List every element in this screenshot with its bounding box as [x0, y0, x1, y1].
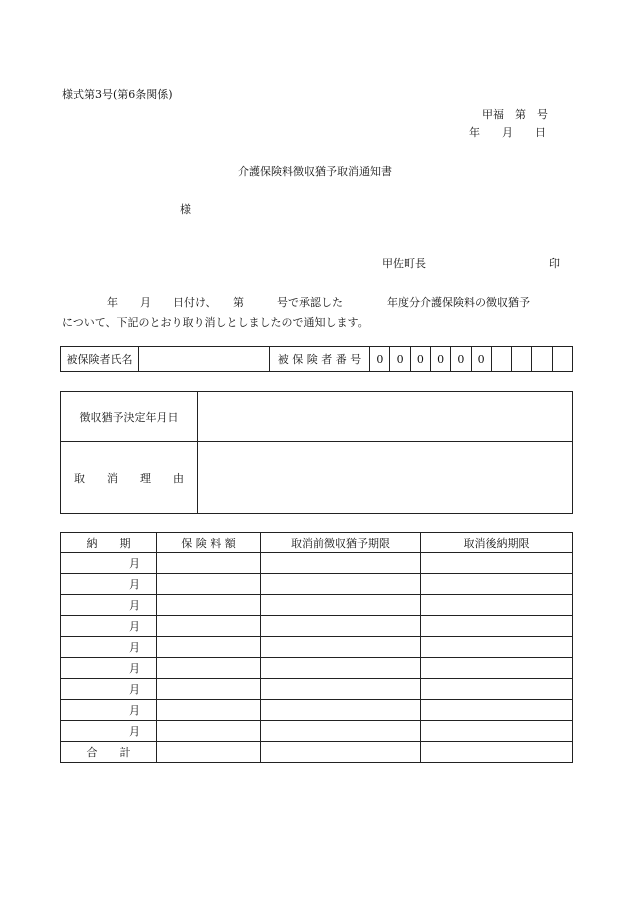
total-row — [61, 742, 573, 763]
table-row — [61, 616, 573, 637]
premium-cell[interactable] — [157, 721, 261, 742]
month-cell: 月 — [61, 595, 157, 616]
table-row — [61, 658, 573, 679]
premium-cell[interactable] — [157, 616, 261, 637]
header-deadline-after: 取消後納期限 — [421, 533, 573, 553]
insured-number-digit[interactable]: 0 — [471, 347, 491, 372]
deadline-after-cell[interactable] — [421, 637, 573, 658]
month-cell: 月 — [61, 553, 157, 574]
deadline-after-cell[interactable] — [421, 595, 573, 616]
premium-cell[interactable] — [157, 700, 261, 721]
insured-info-table — [60, 346, 573, 372]
document-number: 甲福 第 号 — [482, 108, 548, 121]
deadline-after-cell[interactable] — [421, 574, 573, 595]
insured-number-label: 被 保 険 者 番 号 — [269, 347, 369, 372]
table-row — [61, 553, 573, 574]
deadline-before-cell[interactable] — [261, 721, 421, 742]
header-premium-amount: 保 険 料 額 — [157, 533, 261, 553]
deadline-after-cell[interactable] — [421, 553, 573, 574]
insured-number-digit[interactable] — [552, 347, 572, 372]
decision-date-field[interactable] — [198, 392, 573, 442]
premium-cell[interactable] — [157, 679, 261, 700]
seal-mark: 印 — [549, 257, 560, 270]
deadline-before-cell[interactable] — [261, 616, 421, 637]
deadline-before-cell[interactable] — [261, 553, 421, 574]
insured-number-digit[interactable]: 0 — [431, 347, 451, 372]
body-line-2: について、下記のとおり取り消しとしましたので通知します。 — [62, 316, 369, 329]
total-deadline-before-cell[interactable] — [261, 742, 421, 763]
cancel-reason-field[interactable] — [198, 442, 573, 514]
deadline-before-cell[interactable] — [261, 595, 421, 616]
deadline-before-cell[interactable] — [261, 700, 421, 721]
document-date: 年 月 日 — [469, 126, 546, 139]
table-row — [61, 574, 573, 595]
insured-number-digit[interactable] — [532, 347, 552, 372]
deadline-after-cell[interactable] — [421, 700, 573, 721]
table-row — [61, 595, 573, 616]
table-row — [61, 700, 573, 721]
issuer-name: 甲佐町長 — [382, 257, 426, 270]
deadline-before-cell[interactable] — [261, 679, 421, 700]
month-cell: 月 — [61, 658, 157, 679]
insured-number-digit[interactable] — [512, 347, 532, 372]
premium-cell[interactable] — [157, 658, 261, 679]
month-cell: 月 — [61, 616, 157, 637]
insured-name-label: 被保険者氏名 — [61, 347, 139, 372]
insured-number-digit[interactable]: 0 — [410, 347, 430, 372]
month-cell: 月 — [61, 574, 157, 595]
payment-schedule-table — [60, 532, 573, 763]
document-title: 介護保険料徴収猶予取消通知書 — [238, 165, 392, 178]
insured-number-digit[interactable]: 0 — [370, 347, 390, 372]
deadline-after-cell[interactable] — [421, 616, 573, 637]
table-row — [61, 679, 573, 700]
header-deadline-before: 取消前徴収猶予期限 — [261, 533, 421, 553]
total-label: 合 計 — [61, 742, 157, 763]
deadline-before-cell[interactable] — [261, 637, 421, 658]
premium-cell[interactable] — [157, 637, 261, 658]
form-label: 様式第3号(第6条関係) — [62, 88, 173, 101]
month-cell: 月 — [61, 721, 157, 742]
header-due-period: 納 期 — [61, 533, 157, 553]
table-row — [61, 721, 573, 742]
premium-cell[interactable] — [157, 595, 261, 616]
insured-number-digit[interactable]: 0 — [451, 347, 471, 372]
decision-table — [60, 391, 573, 514]
month-cell: 月 — [61, 679, 157, 700]
table-row — [61, 637, 573, 658]
total-premium-cell[interactable] — [157, 742, 261, 763]
deadline-after-cell[interactable] — [421, 658, 573, 679]
deadline-after-cell[interactable] — [421, 721, 573, 742]
insured-number-digit[interactable] — [491, 347, 511, 372]
month-cell: 月 — [61, 700, 157, 721]
addressee-suffix: 様 — [180, 203, 191, 216]
month-cell: 月 — [61, 637, 157, 658]
cancel-reason-label: 取 消 理 由 — [61, 442, 198, 514]
body-line-1: 年 月 日付け、 第 号で承認した 年度分介護保険料の徴収猶予 — [107, 296, 531, 309]
decision-date-label: 徴収猶予決定年月日 — [61, 392, 198, 442]
insured-name-field[interactable] — [139, 347, 270, 372]
insured-number-digit[interactable]: 0 — [390, 347, 410, 372]
deadline-before-cell[interactable] — [261, 574, 421, 595]
total-deadline-after-cell[interactable] — [421, 742, 573, 763]
deadline-before-cell[interactable] — [261, 658, 421, 679]
deadline-after-cell[interactable] — [421, 679, 573, 700]
premium-cell[interactable] — [157, 553, 261, 574]
premium-cell[interactable] — [157, 574, 261, 595]
